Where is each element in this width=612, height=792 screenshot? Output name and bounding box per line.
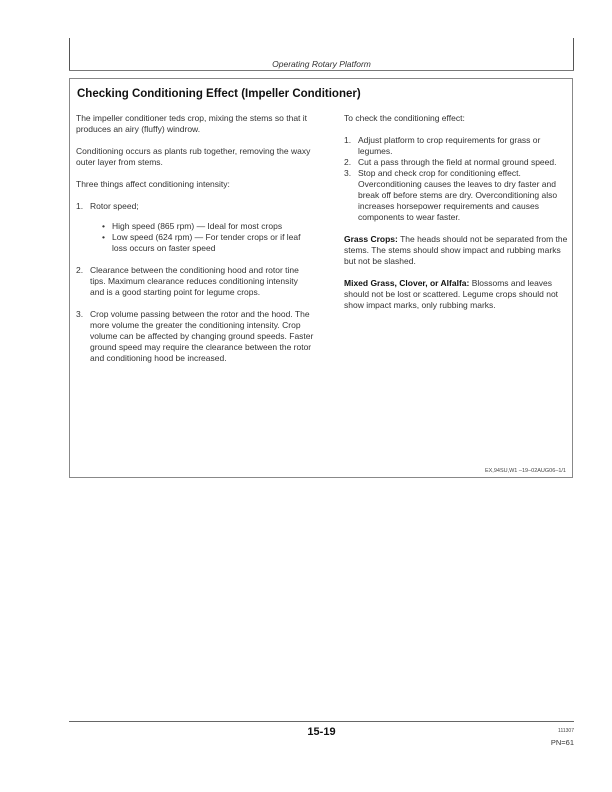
list-number: 3. <box>76 309 84 319</box>
step-text: Stop and check crop for conditioning effect. Overconditioning causes the leaves to dry faster and break off before stems are dry. Overconditioning also increases horsepower requirements and causes components to wear faster. <box>358 168 558 222</box>
bullet-item <box>102 221 314 232</box>
paragraph: Three things affect conditioning intensity: <box>76 179 230 189</box>
page-number: 15-19 <box>307 726 336 738</box>
bullet-text: High speed (865 rpm) — Ideal for most crops <box>112 221 283 231</box>
step-text: Adjust platform to crop requirements for grass or legumes. <box>358 135 541 156</box>
step-item <box>344 168 568 223</box>
footer-rule <box>69 721 574 722</box>
bullet-text: Low speed (624 rpm) — For tender crops or if leaf loss occurs on faster speed <box>112 232 301 253</box>
section-box <box>69 78 573 478</box>
running-header: Operating Rotary Platform <box>272 59 371 69</box>
list-text: Crop volume passing between the rotor and the hood. The more volume the greater the conditioning intensity. Crop volume can be affected by changing ground speeds. Faster ground speed may require the clearance between the rotor and conditioning hood be increased. <box>90 309 314 363</box>
bullet-icon: • <box>102 232 105 242</box>
right-column <box>344 113 568 322</box>
grass-crops-paragraph <box>344 234 568 267</box>
list-number: 2. <box>76 265 84 275</box>
left-column <box>76 113 314 364</box>
list-text: Rotor speed; <box>90 201 139 211</box>
paragraph: Conditioning occurs as plants rub together, removing the waxy outer layer from stems. <box>76 146 311 167</box>
step-number: 1. <box>344 135 352 145</box>
bullet-icon: • <box>102 221 105 231</box>
step-number: 2. <box>344 157 352 167</box>
grass-crops-text: The heads should not be separated from the stems. The stems should show impact and rubbing marks but not be slashed. <box>344 234 568 266</box>
document-code: EX,94SU,W1 –19–02AUG06–1/1 <box>484 468 566 474</box>
footer-code: 111307 <box>558 728 574 734</box>
paragraph: To check the conditioning effect: <box>344 113 465 123</box>
step-number: 3. <box>344 168 352 178</box>
bullet-item <box>102 232 314 254</box>
step-item <box>344 135 568 157</box>
mixed-crops-lead: Mixed Grass, Clover, or Alfalfa: <box>344 278 470 288</box>
list-item <box>76 201 314 254</box>
header-rule <box>69 70 574 71</box>
mixed-crops-text: Blossoms and leaves should not be lost or scattered. Legume crops should not show impact marks, only rubbing marks. <box>344 278 559 310</box>
step-text: Cut a pass through the field at normal ground speed. <box>358 157 557 167</box>
list-item <box>76 265 314 298</box>
bullet-list <box>102 221 314 254</box>
mixed-crops-paragraph <box>344 278 568 311</box>
section-title: Checking Conditioning Effect (Impeller Conditioner) <box>77 88 361 100</box>
list-text: Clearance between the conditioning hood and rotor tine tips. Maximum clearance reduces conditioning intensity and is a good starting point for legume crops. <box>90 265 299 297</box>
paragraph: The impeller conditioner teds crop, mixing the stems so that it produces an airy (fluffy) windrow. <box>76 113 308 134</box>
pn-label: PN=61 <box>550 738 574 747</box>
list-item <box>76 309 314 364</box>
step-item <box>344 157 568 168</box>
list-number: 1. <box>76 201 84 211</box>
grass-crops-lead: Grass Crops: <box>344 234 398 244</box>
